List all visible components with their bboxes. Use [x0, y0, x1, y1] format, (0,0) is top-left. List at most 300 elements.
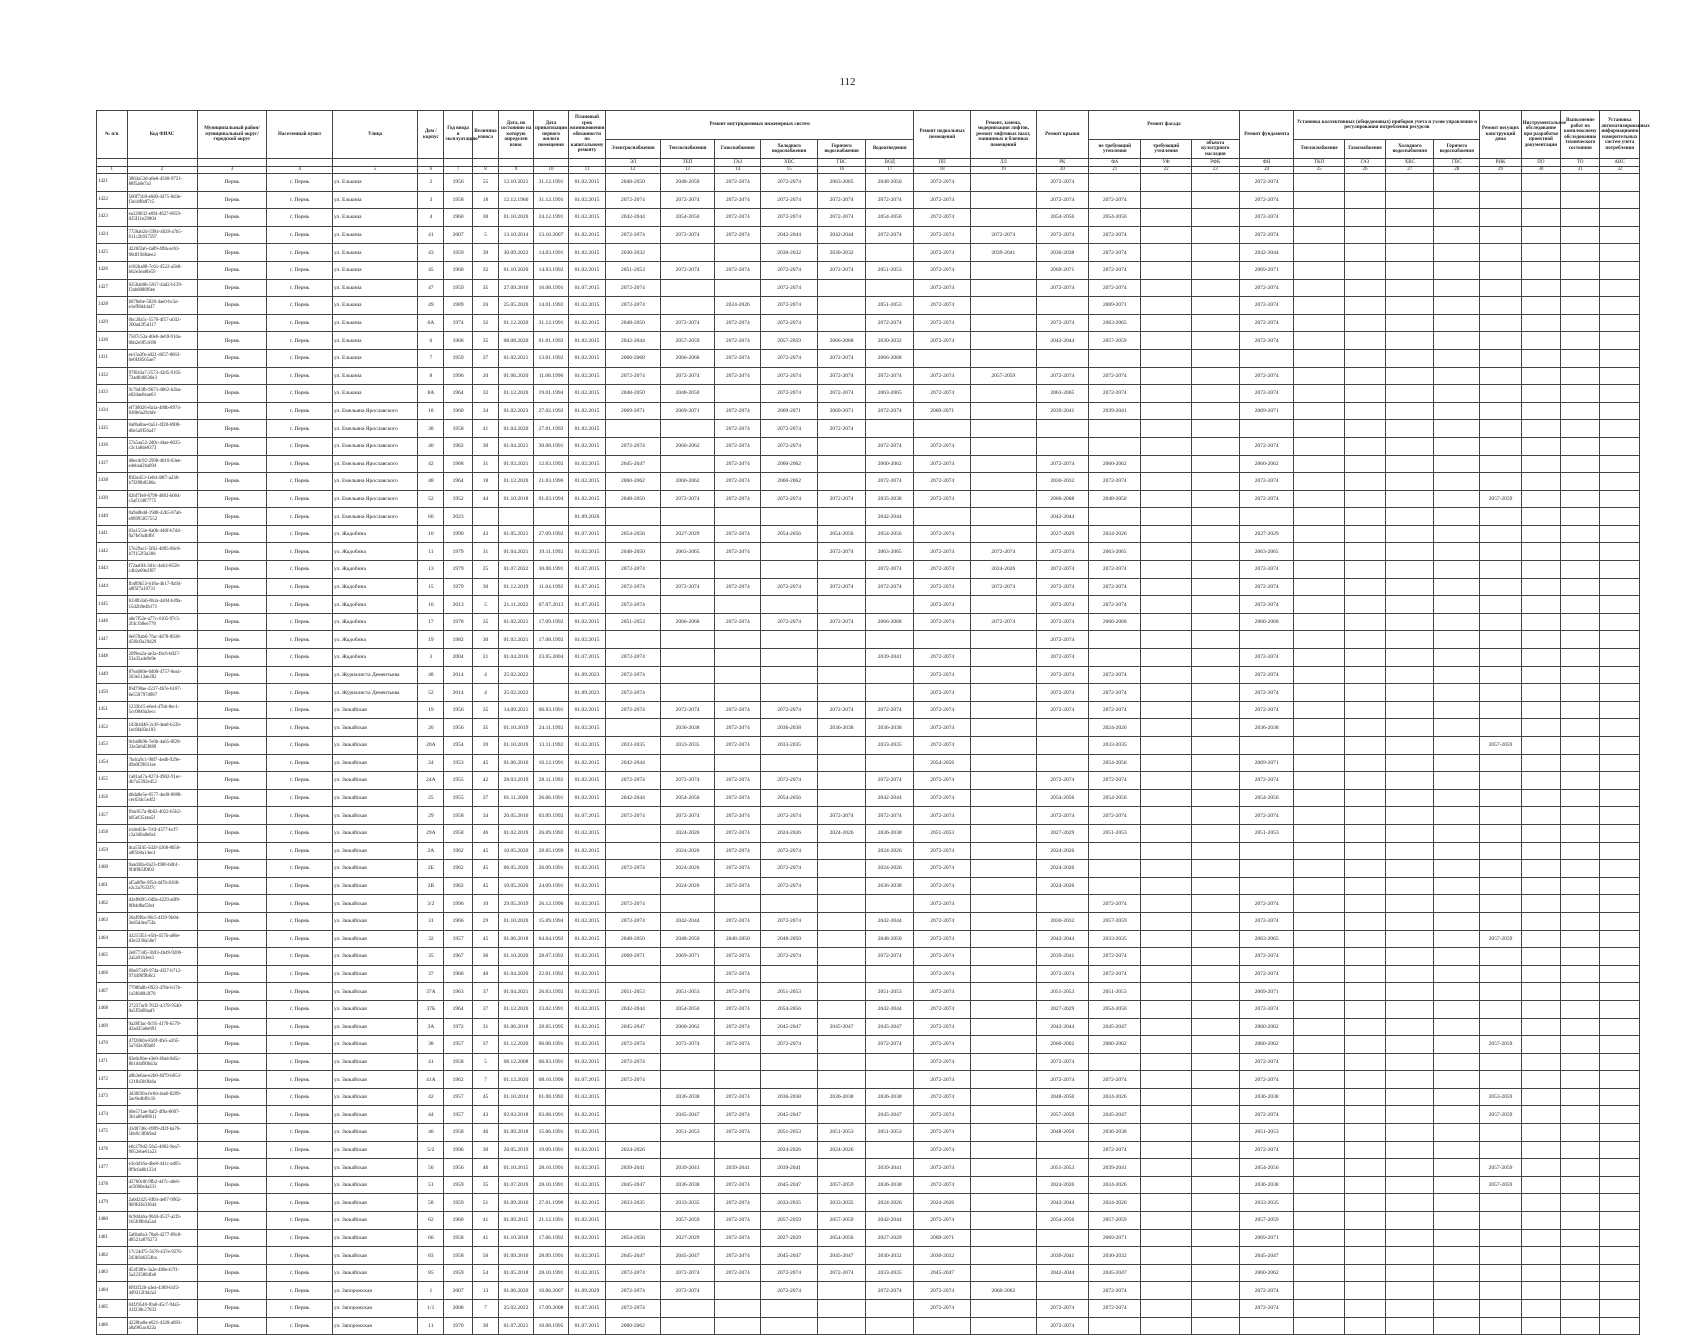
cell-wear: 46	[472, 824, 498, 842]
cell-ll	[971, 437, 1037, 455]
cell-mun: Пермь	[197, 1088, 267, 1106]
cell-mh	[1386, 842, 1434, 860]
cell-tep: 2033-2035	[660, 1194, 715, 1212]
cell-po	[1521, 367, 1560, 385]
cell-pp: 2072-2074	[914, 174, 971, 192]
cell-hvs: 2030-2032	[761, 244, 818, 262]
column-number: 24	[1239, 167, 1294, 174]
cell-vod	[866, 1317, 914, 1335]
cell-mh	[1386, 261, 1434, 279]
cell-rk: 2039-2041	[1036, 948, 1088, 966]
cell-d2: 14.03.1992	[534, 261, 569, 279]
cell-ais	[1600, 455, 1640, 473]
cell-ais	[1600, 402, 1640, 420]
cell-house: 3А	[418, 1018, 444, 1036]
cell-vod	[866, 244, 914, 262]
cell-tkp	[1294, 525, 1344, 543]
cell-mg	[1344, 983, 1386, 1001]
cell-year: 1962	[444, 437, 472, 455]
cell-to	[1561, 226, 1600, 244]
cell-year: 2014	[444, 666, 472, 684]
cell-fias: b330b3a6-0b1a-4a94-b49a-15d2b9e4b171	[127, 596, 197, 614]
cell-gaz: 2072-2074	[715, 367, 761, 385]
cell-po	[1521, 226, 1560, 244]
cell-mh	[1386, 1036, 1434, 1054]
cell-no: 1429	[97, 314, 128, 332]
cell-rk: 2027-2029	[1036, 1000, 1088, 1018]
cell-pp: 2072-2074	[914, 1141, 971, 1159]
cell-house: 42	[418, 455, 444, 473]
cell-fa: 2024-2026	[1089, 719, 1141, 737]
cell-tep	[660, 1317, 715, 1335]
cell-rk: 2072-2074	[1036, 578, 1088, 596]
table-row	[97, 1141, 1640, 1159]
cell-house: 6	[418, 332, 444, 350]
cell-city: г. Пермь	[267, 666, 333, 684]
cell-rk: 2042-2044	[1036, 1264, 1088, 1282]
cell-gaz: 2072-2074	[715, 1018, 761, 1036]
cell-mun: Пермь	[197, 930, 267, 948]
cell-rk: 2072-2074	[1036, 455, 1088, 473]
cell-fa: 2072-2074	[1089, 948, 1141, 966]
cell-po	[1521, 701, 1560, 719]
cell-no: 1446	[97, 613, 128, 631]
column-number: 10	[534, 167, 569, 174]
header-house: Дом / корпус	[418, 111, 444, 159]
column-code	[127, 159, 197, 167]
cell-mgv	[1434, 1317, 1480, 1335]
cell-fias: 7798fa8b-0923-478e-b17b-1a3f6d6b3f70	[127, 983, 197, 1001]
column-code: ЭЛ	[606, 159, 661, 167]
cell-gvs	[818, 631, 866, 649]
cell-ais	[1600, 895, 1640, 913]
cell-no: 1473	[97, 1088, 128, 1106]
cell-rk: 2054-2056	[1036, 789, 1088, 807]
cell-to	[1561, 965, 1600, 983]
cell-mun: Пермь	[197, 490, 267, 508]
cell-gvs	[818, 279, 866, 297]
cell-gvs	[818, 561, 866, 579]
cell-mgv	[1434, 789, 1480, 807]
cell-d3: 01.02.2015	[568, 332, 605, 350]
cell-fn: 2054-2056	[1239, 1159, 1294, 1177]
cell-rnk	[1480, 561, 1522, 579]
cell-pp: 2072-2074	[914, 701, 971, 719]
cell-no: 1465	[97, 948, 128, 966]
cell-mg	[1344, 174, 1386, 192]
cell-hvs: 2072-2074	[761, 1282, 818, 1300]
cell-gvs	[818, 1106, 866, 1124]
cell-pp: 2072-2074	[914, 490, 971, 508]
cell-gaz: 2072-2074	[715, 719, 761, 737]
cell-po	[1521, 1071, 1560, 1089]
cell-fa: 2072-2074	[1089, 561, 1141, 579]
cell-no: 1456	[97, 789, 128, 807]
cell-po	[1521, 1212, 1560, 1230]
cell-mg	[1344, 297, 1386, 315]
cell-mun: Пермь	[197, 473, 267, 491]
cell-el: 2072-2074	[606, 1300, 661, 1318]
cell-rfk	[1191, 772, 1239, 790]
cell-year: 1956	[444, 174, 472, 192]
cell-rfk	[1191, 261, 1239, 279]
cell-rnk: 2057-2059	[1480, 737, 1522, 755]
cell-mh	[1386, 297, 1434, 315]
column-code	[97, 159, 128, 167]
cell-fn: 2072-2074	[1239, 473, 1294, 491]
table-row	[97, 508, 1640, 526]
cell-ll	[971, 719, 1037, 737]
cell-city: г. Пермь	[267, 209, 333, 227]
cell-el: 2033-2035	[606, 1194, 661, 1212]
cell-el: 2039-2041	[606, 1159, 661, 1177]
cell-house: 15	[418, 578, 444, 596]
cell-mh	[1386, 666, 1434, 684]
cell-to	[1561, 209, 1600, 227]
cell-city: г. Пермь	[267, 983, 333, 1001]
cell-house: 37Б	[418, 1000, 444, 1018]
cell-street: ул. Зюкайская	[332, 754, 417, 772]
cell-po	[1521, 1141, 1560, 1159]
cell-pp: 2072-2074	[914, 930, 971, 948]
cell-street: ул. Зюкайская	[332, 1000, 417, 1018]
cell-po	[1521, 349, 1560, 367]
cell-mun: Пермь	[197, 402, 267, 420]
cell-mg	[1344, 737, 1386, 755]
cell-tep	[660, 244, 715, 262]
cell-mun: Пермь	[197, 983, 267, 1001]
cell-to	[1561, 1264, 1600, 1282]
cell-wear: 40	[472, 965, 498, 983]
cell-uf	[1141, 437, 1191, 455]
cell-to	[1561, 912, 1600, 930]
cell-no: 1450	[97, 684, 128, 702]
cell-d2: 04.04.1992	[534, 930, 569, 948]
cell-d2: 26.09.1991	[534, 860, 569, 878]
cell-house: 2	[418, 174, 444, 192]
cell-rnk	[1480, 1018, 1522, 1036]
cell-tep: 2057-2059	[660, 1212, 715, 1230]
table-row	[97, 1106, 1640, 1124]
cell-d2: 21.03.1996	[534, 473, 569, 491]
cell-street: ул. Зюкайская	[332, 1247, 417, 1265]
cell-fn: 2072-2074	[1239, 596, 1294, 614]
cell-d3: 01.07.2015	[568, 596, 605, 614]
cell-rk: 2072-2074	[1036, 226, 1088, 244]
cell-d1: 01.10.2019	[499, 737, 534, 755]
cell-mgv	[1434, 420, 1480, 438]
column-code: ХВС	[761, 159, 818, 167]
cell-city: г. Пермь	[267, 226, 333, 244]
cell-rnk	[1480, 684, 1522, 702]
cell-vod: 2072-2074	[866, 578, 914, 596]
cell-house: 44	[418, 1106, 444, 1124]
cell-fias: 9c7bd3fb-9673-4062-b2ba-e02dae8eae63	[127, 385, 197, 403]
cell-tep: 2063-2065	[660, 543, 715, 561]
cell-pp: 2072-2074	[914, 1212, 971, 1230]
cell-street: ул. Зюкайская	[332, 930, 417, 948]
cell-tep: 2024-2026	[660, 824, 715, 842]
cell-d3: 01.07.2015	[568, 1317, 605, 1335]
cell-year: 1960	[444, 209, 472, 227]
column-number: 20	[1036, 167, 1088, 174]
table-row	[97, 1000, 1640, 1018]
cell-gvs: 2054-2056	[818, 525, 866, 543]
cell-house: 47	[418, 279, 444, 297]
cell-mg	[1344, 842, 1386, 860]
cell-pp: 2072-2074	[914, 473, 971, 491]
cell-d3: 01.09.2023	[568, 684, 605, 702]
cell-gvs	[818, 508, 866, 526]
cell-fn: 2060-2062	[1239, 1264, 1294, 1282]
cell-mg	[1344, 824, 1386, 842]
cell-mgv	[1434, 807, 1480, 825]
cell-mun: Пермь	[197, 948, 267, 966]
cell-tkp	[1294, 402, 1344, 420]
cell-mgv	[1434, 1053, 1480, 1071]
cell-po	[1521, 1282, 1560, 1300]
cell-d1: 01.10.2020	[499, 209, 534, 227]
cell-d2: 06.08.1991	[534, 1036, 569, 1054]
cell-d2: 08.10.1996	[534, 1071, 569, 1089]
cell-tkp	[1294, 842, 1344, 860]
cell-ll: 2072-2074	[971, 226, 1037, 244]
cell-to	[1561, 666, 1600, 684]
cell-house: 8А	[418, 385, 444, 403]
cell-to	[1561, 561, 1600, 579]
cell-ll	[971, 895, 1037, 913]
cell-street: ул. Зюкайская	[332, 1264, 417, 1282]
cell-fias: 43215f51-e5fe-457b-a68e-d3e2236a58e7	[127, 930, 197, 948]
cell-year: 1964	[444, 473, 472, 491]
cell-no: 1448	[97, 649, 128, 667]
cell-street: ул. Зюкайская	[332, 948, 417, 966]
cell-ll	[971, 789, 1037, 807]
cell-pp: 2072-2074	[914, 684, 971, 702]
cell-city: г. Пермь	[267, 1000, 333, 1018]
cell-fn	[1239, 737, 1294, 755]
cell-mun: Пермь	[197, 191, 267, 209]
cell-no: 1428	[97, 297, 128, 315]
cell-street: ул. Зюкайская	[332, 1141, 417, 1159]
cell-mun: Пермь	[197, 842, 267, 860]
cell-fn: 2072-2074	[1239, 701, 1294, 719]
cell-rk: 2039-2041	[1036, 402, 1088, 420]
cell-fn	[1239, 631, 1294, 649]
header-hot-water: Горячего водоснабжения	[818, 140, 866, 159]
cell-mg	[1344, 631, 1386, 649]
cell-wear: 30	[472, 1317, 498, 1335]
cell-rnk	[1480, 877, 1522, 895]
cell-el: 2024-2026	[606, 1141, 661, 1159]
cell-gaz	[715, 508, 761, 526]
cell-street: ул. Елькина	[332, 385, 417, 403]
cell-house: 19	[418, 701, 444, 719]
cell-rk: 2030-2032	[1036, 912, 1088, 930]
cell-po	[1521, 402, 1560, 420]
cell-tkp	[1294, 367, 1344, 385]
cell-year: 1959	[444, 349, 472, 367]
table-row	[97, 279, 1640, 297]
cell-rnk	[1480, 314, 1522, 332]
cell-hvs: 2072-2074	[761, 174, 818, 192]
cell-tkp	[1294, 226, 1344, 244]
cell-ais	[1600, 1071, 1640, 1089]
cell-pp: 2072-2074	[914, 525, 971, 543]
cell-hvs: 2072-2074	[761, 877, 818, 895]
cell-po	[1521, 983, 1560, 1001]
cell-mh	[1386, 578, 1434, 596]
cell-fias: 0cba0b9b-7e0b-4a65-8f28-32e5b6d5f889	[127, 737, 197, 755]
cell-mg	[1344, 1317, 1386, 1335]
header-technical: Выполнение работ по комплексному обследованию технического состояния	[1561, 111, 1600, 159]
cell-rfk	[1191, 1247, 1239, 1265]
column-number: 31	[1561, 167, 1600, 174]
cell-fn	[1239, 349, 1294, 367]
cell-pp: 2072-2074	[914, 737, 971, 755]
cell-gaz: 2072-2074	[715, 1124, 761, 1142]
column-code	[568, 159, 605, 167]
cell-d2: 26.09.1992	[534, 824, 569, 842]
cell-no: 1477	[97, 1159, 128, 1177]
cell-d3: 01.02.2015	[568, 455, 605, 473]
cell-fa: 2057-2059	[1089, 1212, 1141, 1230]
cell-ais	[1600, 719, 1640, 737]
cell-wear: 10	[472, 895, 498, 913]
cell-vod	[866, 1071, 914, 1089]
cell-mgv	[1434, 1159, 1480, 1177]
cell-ll	[971, 525, 1037, 543]
cell-to	[1561, 385, 1600, 403]
cell-rfk	[1191, 473, 1239, 491]
cell-street: ул. Зюкайская	[332, 807, 417, 825]
header-date-condition: Дата, по состоянию на которую определен износ	[499, 111, 534, 159]
cell-d2: 19.09.1991	[534, 1141, 569, 1159]
cell-fa: 2060-2062	[1089, 1036, 1141, 1054]
cell-rfk	[1191, 1036, 1239, 1054]
cell-to	[1561, 279, 1600, 297]
cell-tkp	[1294, 1053, 1344, 1071]
cell-mh	[1386, 789, 1434, 807]
cell-rk: 2051-2053	[1036, 983, 1088, 1001]
cell-rfk	[1191, 877, 1239, 895]
cell-pp: 2072-2074	[914, 226, 971, 244]
cell-mgv	[1434, 877, 1480, 895]
cell-tep	[660, 965, 715, 983]
cell-vod: 2048-2050	[866, 174, 914, 192]
cell-rnk: 2057-2059	[1480, 490, 1522, 508]
cell-tep	[660, 754, 715, 772]
cell-hvs: 2048-2050	[761, 930, 818, 948]
cell-d1: 01.12.2020	[499, 1071, 534, 1089]
column-number: 1	[97, 167, 128, 174]
cell-gaz: 2039-2041	[715, 1159, 761, 1177]
cell-po	[1521, 789, 1560, 807]
cell-rk: 2042-2044	[1036, 930, 1088, 948]
cell-gaz	[715, 1317, 761, 1335]
cell-house: 11	[418, 1317, 444, 1335]
cell-d3: 01.02.2015	[568, 983, 605, 1001]
cell-city: г. Пермь	[267, 754, 333, 772]
cell-uf	[1141, 261, 1191, 279]
cell-vod: 2036-2038	[866, 719, 914, 737]
cell-fias: 63a1551e-6a0b-446f-b7d4-0a7fe9a4bf6f	[127, 525, 197, 543]
cell-uf	[1141, 385, 1191, 403]
cell-house: 42	[418, 1088, 444, 1106]
cell-rfk	[1191, 244, 1239, 262]
cell-city: г. Пермь	[267, 1036, 333, 1054]
cell-d1: 08.12.2008	[499, 1053, 534, 1071]
column-number: 26	[1344, 167, 1386, 174]
cell-mun: Пермь	[197, 1141, 267, 1159]
cell-street: ул. Емельяна Ярославского	[332, 490, 417, 508]
cell-mg	[1344, 1124, 1386, 1142]
cell-gvs	[818, 842, 866, 860]
cell-hvs	[761, 1053, 818, 1071]
cell-d2: 22.01.1992	[534, 965, 569, 983]
cell-d3: 01.07.2015	[568, 561, 605, 579]
cell-gaz	[715, 1300, 761, 1318]
cell-rnk	[1480, 543, 1522, 561]
cell-street: ул. Зюкайская	[332, 772, 417, 790]
cell-vod: 2051-2053	[866, 297, 914, 315]
cell-mun: Пермь	[197, 525, 267, 543]
cell-fa: 2054-2056	[1089, 789, 1141, 807]
cell-year: 1962	[444, 877, 472, 895]
cell-to	[1561, 1036, 1600, 1054]
cell-tep: 2036-2038	[660, 719, 715, 737]
cell-year: 2007	[444, 226, 472, 244]
cell-ll: 2057-2059	[971, 367, 1037, 385]
cell-el	[606, 719, 661, 737]
cell-tkp	[1294, 824, 1344, 842]
cell-wear: 35	[472, 1176, 498, 1194]
cell-wear: 35	[472, 332, 498, 350]
cell-rk	[1036, 297, 1088, 315]
cell-rk: 2027-2029	[1036, 824, 1088, 842]
cell-mgv	[1434, 666, 1480, 684]
table-row	[97, 965, 1640, 983]
cell-mh	[1386, 209, 1434, 227]
cell-mgv	[1434, 525, 1480, 543]
cell-ais	[1600, 490, 1640, 508]
cell-ais	[1600, 824, 1640, 842]
column-code	[499, 159, 534, 167]
cell-street: ул. Журналиста Дементьева	[332, 684, 417, 702]
cell-d2: 26.03.1992	[534, 983, 569, 1001]
cell-house: 58	[418, 1194, 444, 1212]
cell-mh	[1386, 561, 1434, 579]
cell-rfk	[1191, 437, 1239, 455]
cell-el: 2042-2044	[606, 789, 661, 807]
cell-wear: 18	[472, 191, 498, 209]
cell-uf	[1141, 174, 1191, 192]
cell-wear: 31	[472, 455, 498, 473]
table-row	[97, 701, 1640, 719]
cell-hvs: 2072-2074	[761, 578, 818, 596]
cell-ais	[1600, 684, 1640, 702]
cell-rfk	[1191, 1053, 1239, 1071]
cell-d1: 01.02.2021	[499, 631, 534, 649]
cell-el	[606, 824, 661, 842]
cell-rfk	[1191, 1194, 1239, 1212]
column-number: 13	[660, 167, 715, 174]
cell-wear: 29	[472, 912, 498, 930]
cell-rnk: 2057-2059	[1480, 1036, 1522, 1054]
cell-ll	[971, 402, 1037, 420]
cell-to	[1561, 402, 1600, 420]
cell-fias: 02bf7fe8-6798-4883-b004-c5af13487775	[127, 490, 197, 508]
